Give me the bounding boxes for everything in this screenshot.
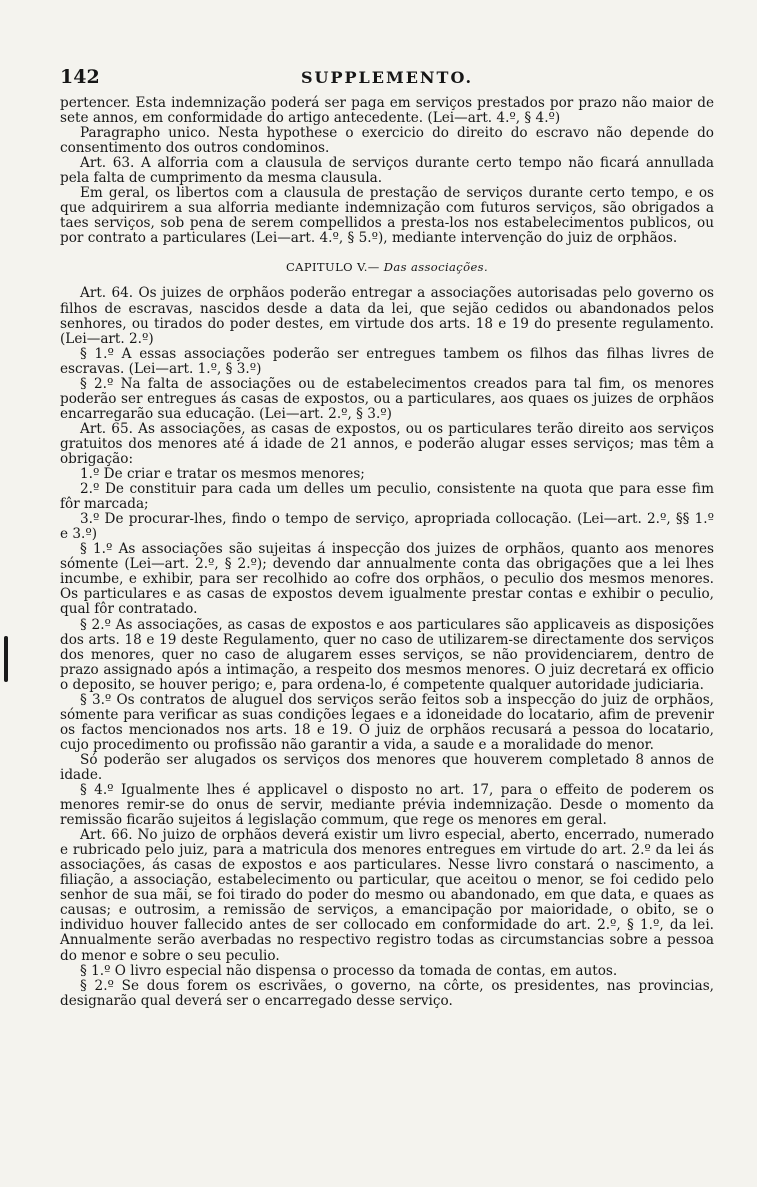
- paragraph: Paragrapho unico. Nesta hypothese o exercicio do direito do escravo não depende do consentimento dos outros condominos.: [60, 125, 714, 157]
- margin-mark: [4, 636, 8, 682]
- paragraph: § 2.º Na falta de associações ou de estabelecimentos creados para tal fim, os menores poderão ser entregues ás casas de expostos, ou a particulares, aos quaes os juizes de orphãos encarregarão sua educação. (Lei—art. 2.º, § 3.º): [60, 375, 714, 422]
- paragraph: Art. 66. No juizo de orphãos deverá existir um livro especial, aberto, encerrado, numerado e rubricado pelo juiz, para a matricula dos menores entregues em virtude do art. 2.º da lei ás associações, ás casas de expostos e aos particulares. Nesse livro constará o nascimento, a filiação, a associação, estabelecimento ou particular, que aceitou o menor, se foi cedido pelo senhor de sua mãi, se foi tirado do poder do mesmo ou abandonado, em que data, e quaes as causas; e outrosim, a remissão de serviços, a emancipação por maioridade, o obito, se o individuo houver fallecido antes de ser collocado em conformidade do art. 2.º, § 1.º, da lei. Annualmente serão averbadas no respectivo registro todas as circumstancias sobre a pessoa do menor e sobre o seu peculio.: [60, 827, 714, 964]
- paragraph: Só poderão ser alugados os serviços dos menores que houverem completado 8 annos de idade.: [60, 751, 714, 783]
- paragraph: § 1.º As associações são sujeitas á inspecção dos juizes de orphãos, quanto aos menores sómente (Lei—art. 2.º, § 2.º); devendo dar annualmente conta das obrigações que a lei lhes incumbe, e exhibir, para ser recolhido ao cofre dos orphãos, o peculio dos mesmos menores. Os particulares e as casas de expostos devem igualmente prestar contas e exhibir o peculio, qual fôr contratado.: [60, 541, 714, 618]
- running-head: SUPPLEMENTO.: [300, 68, 474, 87]
- paragraph: Art. 63. A alforria com a clausula de serviços durante certo tempo não ficará annullada pela falta de cumprimento da mesma clausula.: [60, 155, 714, 187]
- document-body: [60, 96, 714, 1009]
- paragraph: § 2.º As associações, as casas de expostos e aos particulares são applicaveis as disposições dos arts. 18 e 19 deste Regulamento, quer no caso de utilizarem-se directamente dos serviços dos menores, quer no caso de alugarem esses serviços, se não providenciarem, dentro de prazo assignado após a intimação, a respeito dos mesmos menores. O juiz decretará ex officio o deposito, se houver perigo; e, para ordena-lo, é competente qualquer autoridade judiciaria.: [60, 616, 714, 693]
- paragraph: 1.º De criar e tratar os mesmos menores;: [80, 466, 365, 483]
- document-page: [60, 66, 714, 1166]
- paragraph: § 1.º O livro especial não dispensa o processo da tomada de contas, em autos.: [80, 962, 618, 979]
- chapter-label: CAPITULO V.—: [285, 260, 380, 275]
- paragraph: § 4.º Igualmente lhes é applicavel o disposto no art. 17, para o effeito de poderem os menores remir-se do onus de servir, mediante prévia indemnização. Desde o momento da remissão ficarão sujeitos á legislação commum, que rege os menores em geral.: [60, 782, 714, 829]
- paragraph: 3.º De procurar-lhes, findo o tempo de serviço, apropriada collocação. (Lei—art. 2.º, §§ 1.º e 3.º): [60, 511, 714, 543]
- chapter-title: Das associações.: [383, 260, 489, 275]
- paragraph: § 3.º Os contratos de aluguel dos serviços serão feitos sob a inspecção do juiz de orphãos, sómente para verificar as suas condições legaes e a idoneidade do locatario, afim de prevenir os factos mencionados nos arts. 18 e 19. O juiz de orphãos recusará a pessoa do locatario, cujo procedimento ou profissão não garantir a vida, a saude e a moralidade do menor.: [60, 691, 714, 753]
- paragraph: Em geral, os libertos com a clausula de prestação de serviços durante certo tempo, e os que adquirirem a sua alforria mediante indemnização com futuros serviços, são obrigados a taes serviços, sob pena de serem compellidos a presta-los nos estabelecimentos publicos, ou por contrato a particulares (Lei—art. 4.º, § 5.º), mediante intervenção do juiz de orphãos.: [60, 185, 714, 247]
- page-number: 142: [60, 66, 100, 88]
- paragraph: § 1.º A essas associações poderão ser entregues tambem os filhos das filhas livres de escravas. (Lei—art. 1.º, § 3.º): [60, 345, 714, 377]
- chapter-heading: [60, 260, 714, 274]
- paragraph: 2.º De constituir para cada um delles um peculio, consistente na quota que para esse fim fôr marcada;: [60, 481, 714, 513]
- page-header: [60, 66, 714, 90]
- paragraph: § 2.º Se dous forem os escrivães, o governo, na côrte, os presidentes, nas provincias, designarão qual deverá ser o encarregado desse serviço.: [60, 977, 714, 1009]
- paragraph: Art. 65. As associações, as casas de expostos, ou os particulares terão direito aos serviços gratuitos dos menores até á idade de 21 annos, e poderão alugar esses serviços; mas têm a obrigação:: [60, 420, 714, 467]
- paragraph: pertencer. Esta indemnização poderá ser paga em serviços prestados por prazo não maior de sete annos, em conformidade do artigo antecedente. (Lei—art. 4.º, § 4.º): [60, 95, 714, 127]
- paragraph: Art. 64. Os juizes de orphãos poderão entregar a associações autorisadas pelo governo os filhos de escravas, nascidos desde a data da lei, que sejão cedidos ou abandonados pelos senhores, ou tirados do poder destes, em virtude dos arts. 18 e 19 do presente regulamento. (Lei—art. 2.º): [60, 285, 714, 347]
